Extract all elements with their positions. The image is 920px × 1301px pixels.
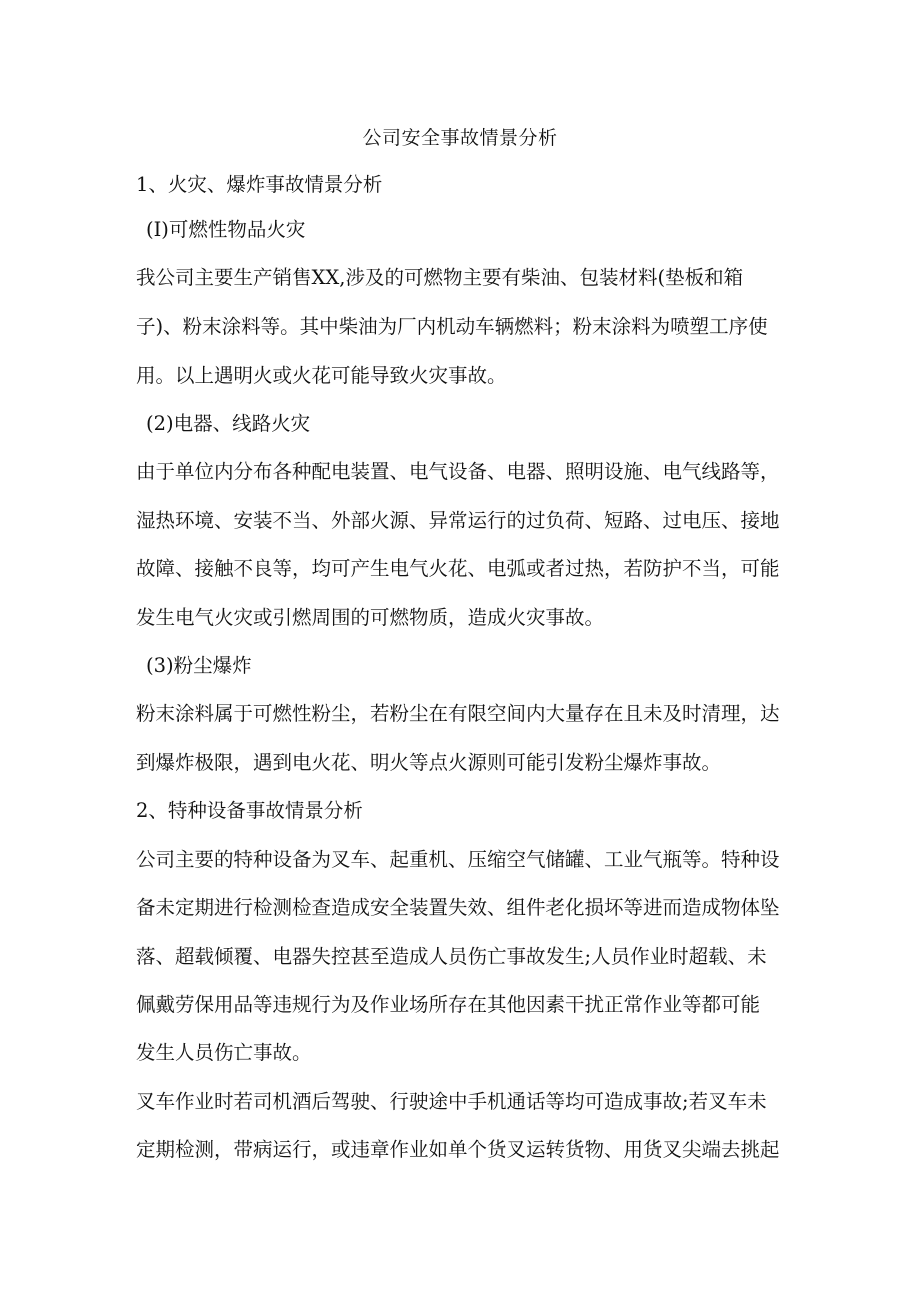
subsection-heading-3: (3)粉尘爆炸 — [146, 654, 252, 677]
paragraph-line: 发生人员伤亡事故。 — [136, 1041, 312, 1064]
paragraph-line: 粉末涂料属于可燃性粉尘，若粉尘在有限空间内大量存在且未及时清理，达 — [136, 702, 780, 725]
paragraph-line: 公司主要的特种设备为叉车、起重机、压缩空气储罐、工业气瓶等。特种设 — [136, 848, 780, 871]
paragraph-line: 定期检测，带病运行，或违章作业如单个货叉运转货物、用货叉尖端去挑起 — [136, 1138, 780, 1161]
paragraph-line: 落、超载倾覆、电器失控甚至造成人员伤亡事故发生;人员作业时超载、未 — [136, 945, 767, 968]
section-heading-2: 2、特种设备事故情景分析 — [136, 799, 363, 822]
paragraph-line: 叉车作业时若司机酒后驾驶、行驶途中手机通话等均可造成事故;若叉车未 — [136, 1090, 767, 1113]
paragraph-line: 湿热环境、安装不当、外部火源、异常运行的过负荷、短路、过电压、接地 — [136, 509, 780, 532]
paragraph-line: 我公司主要生产销售XX,涉及的可燃物主要有柴油、包装材料(垫板和箱 — [136, 266, 744, 289]
paragraph-line: 佩戴劳保用品等违规行为及作业场所存在其他因素干扰正常作业等都可能 — [136, 993, 761, 1016]
paragraph-line: 到爆炸极限，遇到电火花、明火等点火源则可能引发粉尘爆炸事故。 — [136, 751, 722, 774]
paragraph-line: 故障、接触不良等，均可产生电气火花、电弧或者过热，若防护不当，可能 — [136, 557, 780, 580]
paragraph-line: 发生电气火灾或引燃周围的可燃物质，造成火灾事故。 — [136, 606, 605, 629]
paragraph-line: 备未定期进行检测检查造成安全装置失效、组件老化损坏等进而造成物体坠 — [136, 896, 780, 919]
document-title: 公司安全事故情景分析 — [362, 127, 558, 149]
paragraph-line: 子)、粉末涂料等。其中柴油为厂内机动车辆燃料；粉末涂料为喷塑工序使 — [136, 315, 768, 338]
subsection-heading-1: (I)可燃性物品火灾 — [146, 218, 306, 241]
paragraph-line: 由于单位内分布各种配电装置、电气设备、电器、照明设施、电气线路等， — [136, 460, 780, 483]
subsection-heading-2: (2)电器、线路火灾 — [146, 412, 311, 435]
paragraph-line: 用。以上遇明火或火花可能导致火灾事故。 — [136, 364, 507, 387]
section-heading-1: 1、火灾、爆炸事故情景分析 — [136, 173, 383, 196]
